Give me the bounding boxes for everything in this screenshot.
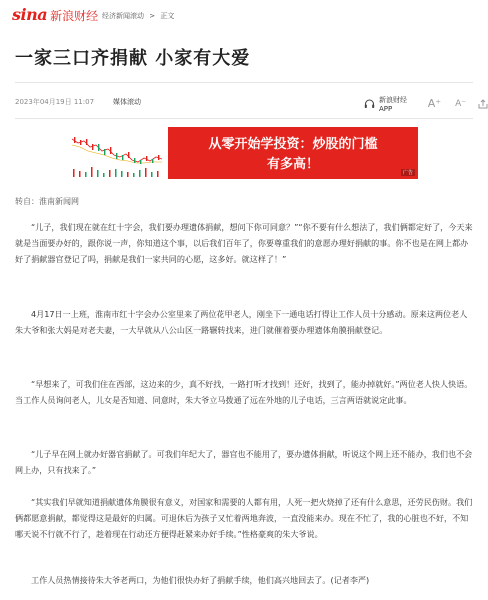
app-download-link[interactable]: 新浪财经APP — [379, 95, 407, 113]
title-divider — [15, 82, 473, 83]
article-paragraph: “早想来了，可我们住在西部，这边来的少，真不好找，一路打听才找到！还好，找到了，能办掉就好。”两位老人快人快语。当工作人员询问老人，儿女是否知道、同意时，朱大爷立马拨通了远在外地的儿子电话，三言两语就说定此事。 — [15, 379, 473, 405]
ad-text-banner[interactable] — [168, 127, 418, 179]
logo-finance-text: 新浪财经 — [50, 9, 99, 23]
publish-date: 2023年04月19日 11:07 — [15, 98, 95, 106]
meta-divider — [15, 118, 473, 119]
sina-finance-logo[interactable] — [12, 7, 98, 23]
share-icon[interactable] — [478, 94, 488, 113]
breadcrumb-link-news[interactable]: 经济新闻滚动 — [102, 12, 144, 20]
breadcrumb-separator: > — [149, 12, 156, 20]
article-paragraph: 工作人员热情接待朱大爷老两口，为他们很快办好了捐献手续，他们高兴地回去了。(记者李严) — [31, 575, 370, 585]
meta-toolbar — [352, 94, 488, 113]
ad-headline-1: 从零开始学投资：炒股的门槛 — [208, 137, 378, 152]
top-bar — [0, 0, 488, 30]
repost-source: 转自：淮南新闻网 — [15, 197, 79, 206]
font-increase-button[interactable]: A⁺ — [427, 97, 442, 110]
headphones-icon[interactable] — [364, 94, 375, 113]
ad-banner[interactable] — [70, 127, 418, 179]
article-paragraph: “儿子，我们现在就在红十字会，我们要办理遗体捐献，想问下你可同意？”“你不要有什么想法了，我们俩都定好了，今天来就是当面要办好的，跟你说一声，你知道这个事，以后我们百年了，你要尊重我们的意愿办理好捐献的事。你不也是在网上都办好了捐献器官登记了吗，捐献是我们一家共同的心愿，这多好。就这样了！” — [15, 222, 473, 264]
breadcrumb-current: 正文 — [160, 12, 175, 20]
breadcrumb — [102, 11, 177, 21]
article-paragraph: “其实我们早就知道捐献遗体角膜很有意义，对国家和需要的人都有用，人死一把火烧掉了还有什么意思，还劳民伤财。我们俩都愿意捐献，都觉得这是最好的归属。可退休后为孩子又忙着两地奔波，一直没能来办。现在不忙了，我的心脏也不好，不知哪天说不行就不行了，趁着现在行动还方便得赶紧来办好手续。”性格豪爽的朱大爷说。 — [15, 497, 473, 539]
ad-headline-2: 有多高！ — [266, 157, 319, 172]
article-paragraph: 4月17日一上班，淮南市红十字会办公室里来了两位花甲老人，刚坐下一通电话打得让工作人员十分感动。原来这两位老人朱大爷和张大妈是对老夫妻，一大早就从八公山区一路辗转找来，进门就催着要办理遗体角膜捐献登记。 — [15, 309, 468, 335]
article-paragraph: “儿子早在网上就办好器官捐献了。可我们年纪大了，器官也不能用了，要办遗体捐献，听说这个网上还不能办，我们也不会网上办，只有找来了。” — [15, 449, 473, 475]
font-decrease-button[interactable]: A⁻ — [455, 98, 466, 109]
page-title: 一家三口齐捐献 小家有大爱 — [15, 48, 251, 69]
source-label[interactable]: 媒体滚动 — [113, 98, 141, 106]
ad-tag: 广告 — [402, 170, 413, 176]
logo-sina-text: sina — [12, 5, 48, 24]
stock-chart-image — [70, 127, 164, 179]
